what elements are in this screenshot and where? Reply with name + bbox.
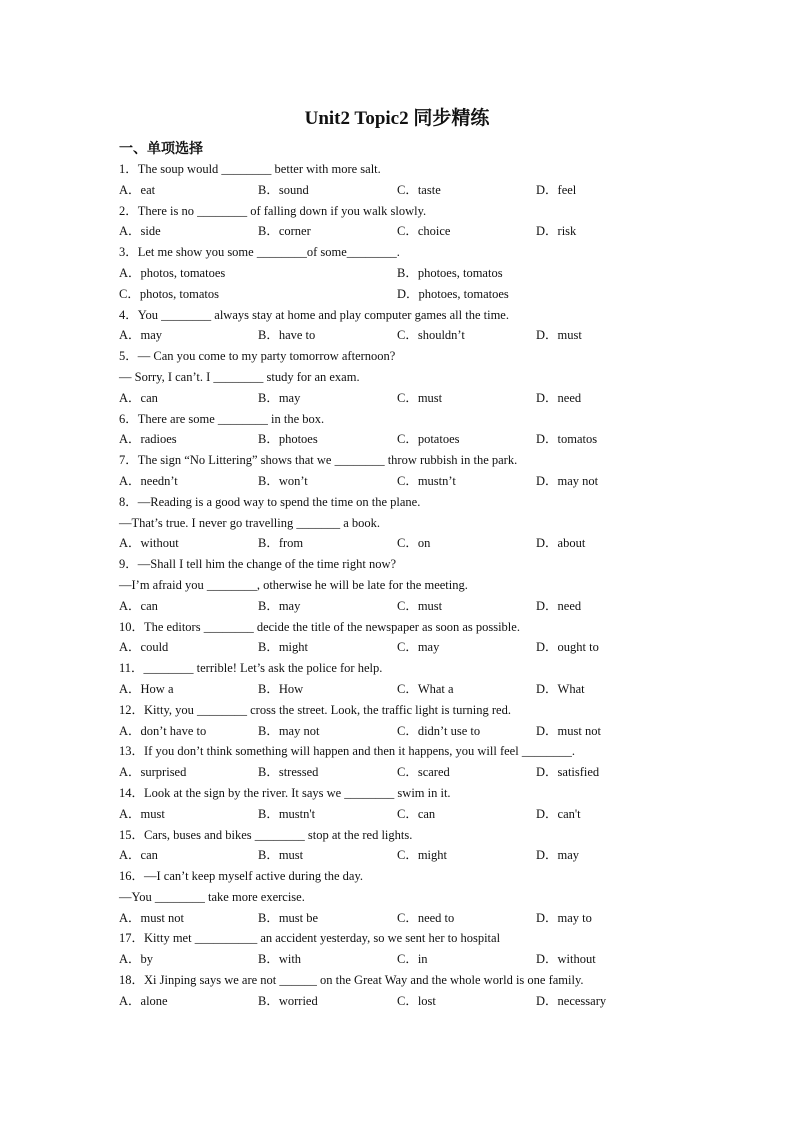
answer-option: D．without [536, 952, 596, 967]
question-list [119, 159, 679, 1012]
answer-option: A．alone [119, 993, 168, 1008]
answer-option: D．may not [536, 473, 599, 488]
question-stem: 8．—Reading is a good way to spend the time on the plane. [119, 494, 421, 509]
answer-option: A．photos, tomatoes [119, 265, 226, 280]
question-dialogue-line: —You ________ take more exercise. [119, 889, 305, 904]
answer-option: C．might [397, 848, 448, 863]
answer-option: C．on [397, 536, 431, 551]
answer-option: A．eat [119, 182, 156, 197]
options-row [119, 949, 679, 970]
options-row [119, 221, 679, 242]
answer-option: B．photoes [258, 432, 318, 447]
question-item [119, 825, 679, 867]
answer-option: C．taste [397, 182, 441, 197]
answer-option: C．in [397, 952, 428, 967]
answer-option: A．without [119, 536, 179, 551]
answer-option: C．may [397, 640, 440, 655]
answer-option: A．can [119, 598, 158, 613]
answer-option: B．may not [258, 723, 320, 738]
answer-option: D．photoes, tomatoes [397, 286, 509, 301]
answer-option: C．can [397, 806, 436, 821]
question-stem: 13．If you don’t think something will happen and then it happens, you will feel ________. [119, 744, 575, 759]
answer-option: C．scared [397, 765, 450, 780]
question-stem: 10．The editors ________ decide the title of the newspaper as soon as possible. [119, 619, 520, 634]
answer-option: D．necessary [536, 993, 607, 1008]
question-item [119, 450, 679, 492]
question-item [119, 617, 679, 659]
answer-option: A．by [119, 952, 154, 967]
answer-option: C．shouldn’t [397, 328, 465, 343]
answer-option: A．must not [119, 910, 184, 925]
question-item [119, 783, 679, 825]
answer-option: A．don’t have to [119, 723, 207, 738]
answer-option: B．from [258, 536, 304, 551]
question-stem: 6．There are some ________ in the box. [119, 411, 325, 426]
question-stem: 17．Kitty met __________ an accident yesterday, so we sent her to hospital [119, 931, 501, 946]
question-item [119, 201, 679, 243]
options-row [119, 804, 679, 825]
answer-option: A．may [119, 328, 163, 343]
answer-option: A．radioes [119, 432, 177, 447]
options-row [119, 679, 679, 700]
answer-option: D．must not [536, 723, 601, 738]
question-item [119, 658, 679, 700]
options-row [119, 471, 679, 492]
question-dialogue-line: —I’m afraid you ________, otherwise he will be late for the meeting. [119, 577, 468, 592]
answer-option: D．need [536, 390, 582, 405]
answer-option: C．choice [397, 224, 451, 239]
question-dialogue-line: — Sorry, I can’t. I ________ study for an exam. [119, 369, 360, 384]
answer-option: A．could [119, 640, 169, 655]
question-stem: 14．Look at the sign by the river. It says we ________ swim in it. [119, 785, 451, 800]
answer-option: D．risk [536, 224, 577, 239]
answer-option: D．What [536, 681, 585, 696]
answer-option: C．photos, tomatos [119, 286, 220, 301]
question-stem: 15．Cars, buses and bikes ________ stop at the red lights. [119, 827, 413, 842]
answer-option: B．sound [258, 182, 309, 197]
options-row [119, 263, 679, 284]
answer-option: A．surprised [119, 765, 187, 780]
options-row [119, 429, 679, 450]
answer-option: C．didn’t use to [397, 723, 481, 738]
options-row [119, 721, 679, 742]
answer-option: C．must [397, 390, 443, 405]
answer-option: D．tomatos [536, 432, 598, 447]
options-row [119, 762, 679, 783]
question-item [119, 866, 679, 928]
answer-option: B．may [258, 390, 301, 405]
answer-option: C．lost [397, 993, 436, 1008]
answer-option: C．potatoes [397, 432, 460, 447]
question-stem: 7．The sign “No Littering” shows that we ________ throw rubbish in the park. [119, 453, 518, 468]
answer-option: D．can't [536, 806, 581, 821]
page-title: Unit2 Topic2 同步精练 [304, 108, 490, 129]
answer-option: A．How a [119, 681, 174, 696]
question-stem: 1．The soup would ________ better with more salt. [119, 162, 381, 176]
answer-option: B．stressed [258, 765, 319, 780]
answer-option: C．need to [397, 910, 455, 925]
answer-option: D．may to [536, 910, 592, 925]
answer-option: D．need [536, 598, 582, 613]
answer-option: B．photoes, tomatos [397, 265, 503, 280]
answer-option: B．won’t [258, 473, 308, 488]
answer-option: A．can [119, 390, 158, 405]
section-heading: 一、单项选择 [119, 142, 203, 157]
question-stem: 4．You ________ always stay at home and play computer games all the time. [119, 307, 509, 322]
answer-option: A．side [119, 224, 161, 239]
answer-option: B．with [258, 952, 302, 967]
question-stem: 3．Let me show you some ________of some________. [119, 245, 400, 260]
answer-option: B．corner [258, 224, 311, 239]
options-row [119, 845, 679, 866]
options-row [119, 596, 679, 617]
answer-option: D．feel [536, 182, 577, 197]
question-stem: 11．________ terrible! Let’s ask the police for help. [119, 661, 383, 676]
question-item [119, 409, 679, 451]
answer-option: B．worried [258, 993, 318, 1008]
options-row [119, 908, 679, 929]
answer-option: D．about [536, 536, 586, 551]
answer-option: B．How [258, 681, 304, 696]
answer-option: C．mustn’t [397, 473, 456, 488]
answer-option: B．mustn't [258, 806, 316, 821]
question-item [119, 242, 679, 304]
answer-option: A．can [119, 848, 158, 863]
answer-option: D．may [536, 848, 580, 863]
question-item [119, 159, 679, 201]
question-stem: 16．—I can’t keep myself active during the day. [119, 869, 364, 884]
question-stem: 9．—Shall I tell him the change of the time right now? [119, 557, 397, 572]
answer-option: D．must [536, 328, 582, 343]
question-stem: 12．Kitty, you ________ cross the street. Look, the traffic light is turning red. [119, 702, 511, 717]
answer-option: C．must [397, 598, 443, 613]
question-item [119, 928, 679, 970]
question-stem: 18．Xi Jinping says we are not ______ on the Great Way and the whole world is one family. [119, 973, 584, 988]
answer-option: B．have to [258, 328, 316, 343]
options-row [119, 991, 679, 1012]
options-row [119, 533, 679, 554]
options-row [119, 325, 679, 346]
answer-option: A．needn’t [119, 473, 178, 488]
answer-option: B．must be [258, 910, 319, 925]
answer-option: B．may [258, 598, 301, 613]
question-item [119, 554, 679, 616]
question-item [119, 741, 679, 783]
question-item [119, 700, 679, 742]
options-row [119, 284, 679, 305]
answer-option: B．might [258, 640, 309, 655]
options-row [119, 388, 679, 409]
question-stem: 5．— Can you come to my party tomorrow afternoon? [119, 349, 396, 364]
answer-option: D．satisfied [536, 765, 600, 780]
question-item [119, 492, 679, 554]
answer-option: C．What a [397, 681, 454, 696]
answer-option: D．ought to [536, 640, 599, 655]
question-item [119, 970, 679, 1012]
answer-option: A．must [119, 806, 165, 821]
question-dialogue-line: —That’s true. I never go travelling _______ a book. [119, 515, 381, 530]
options-row [119, 180, 679, 201]
options-row [119, 637, 679, 658]
answer-option: B．must [258, 848, 304, 863]
question-item [119, 305, 679, 347]
question-stem: 2．There is no ________ of falling down if you walk slowly. [119, 203, 427, 218]
question-item [119, 346, 679, 408]
